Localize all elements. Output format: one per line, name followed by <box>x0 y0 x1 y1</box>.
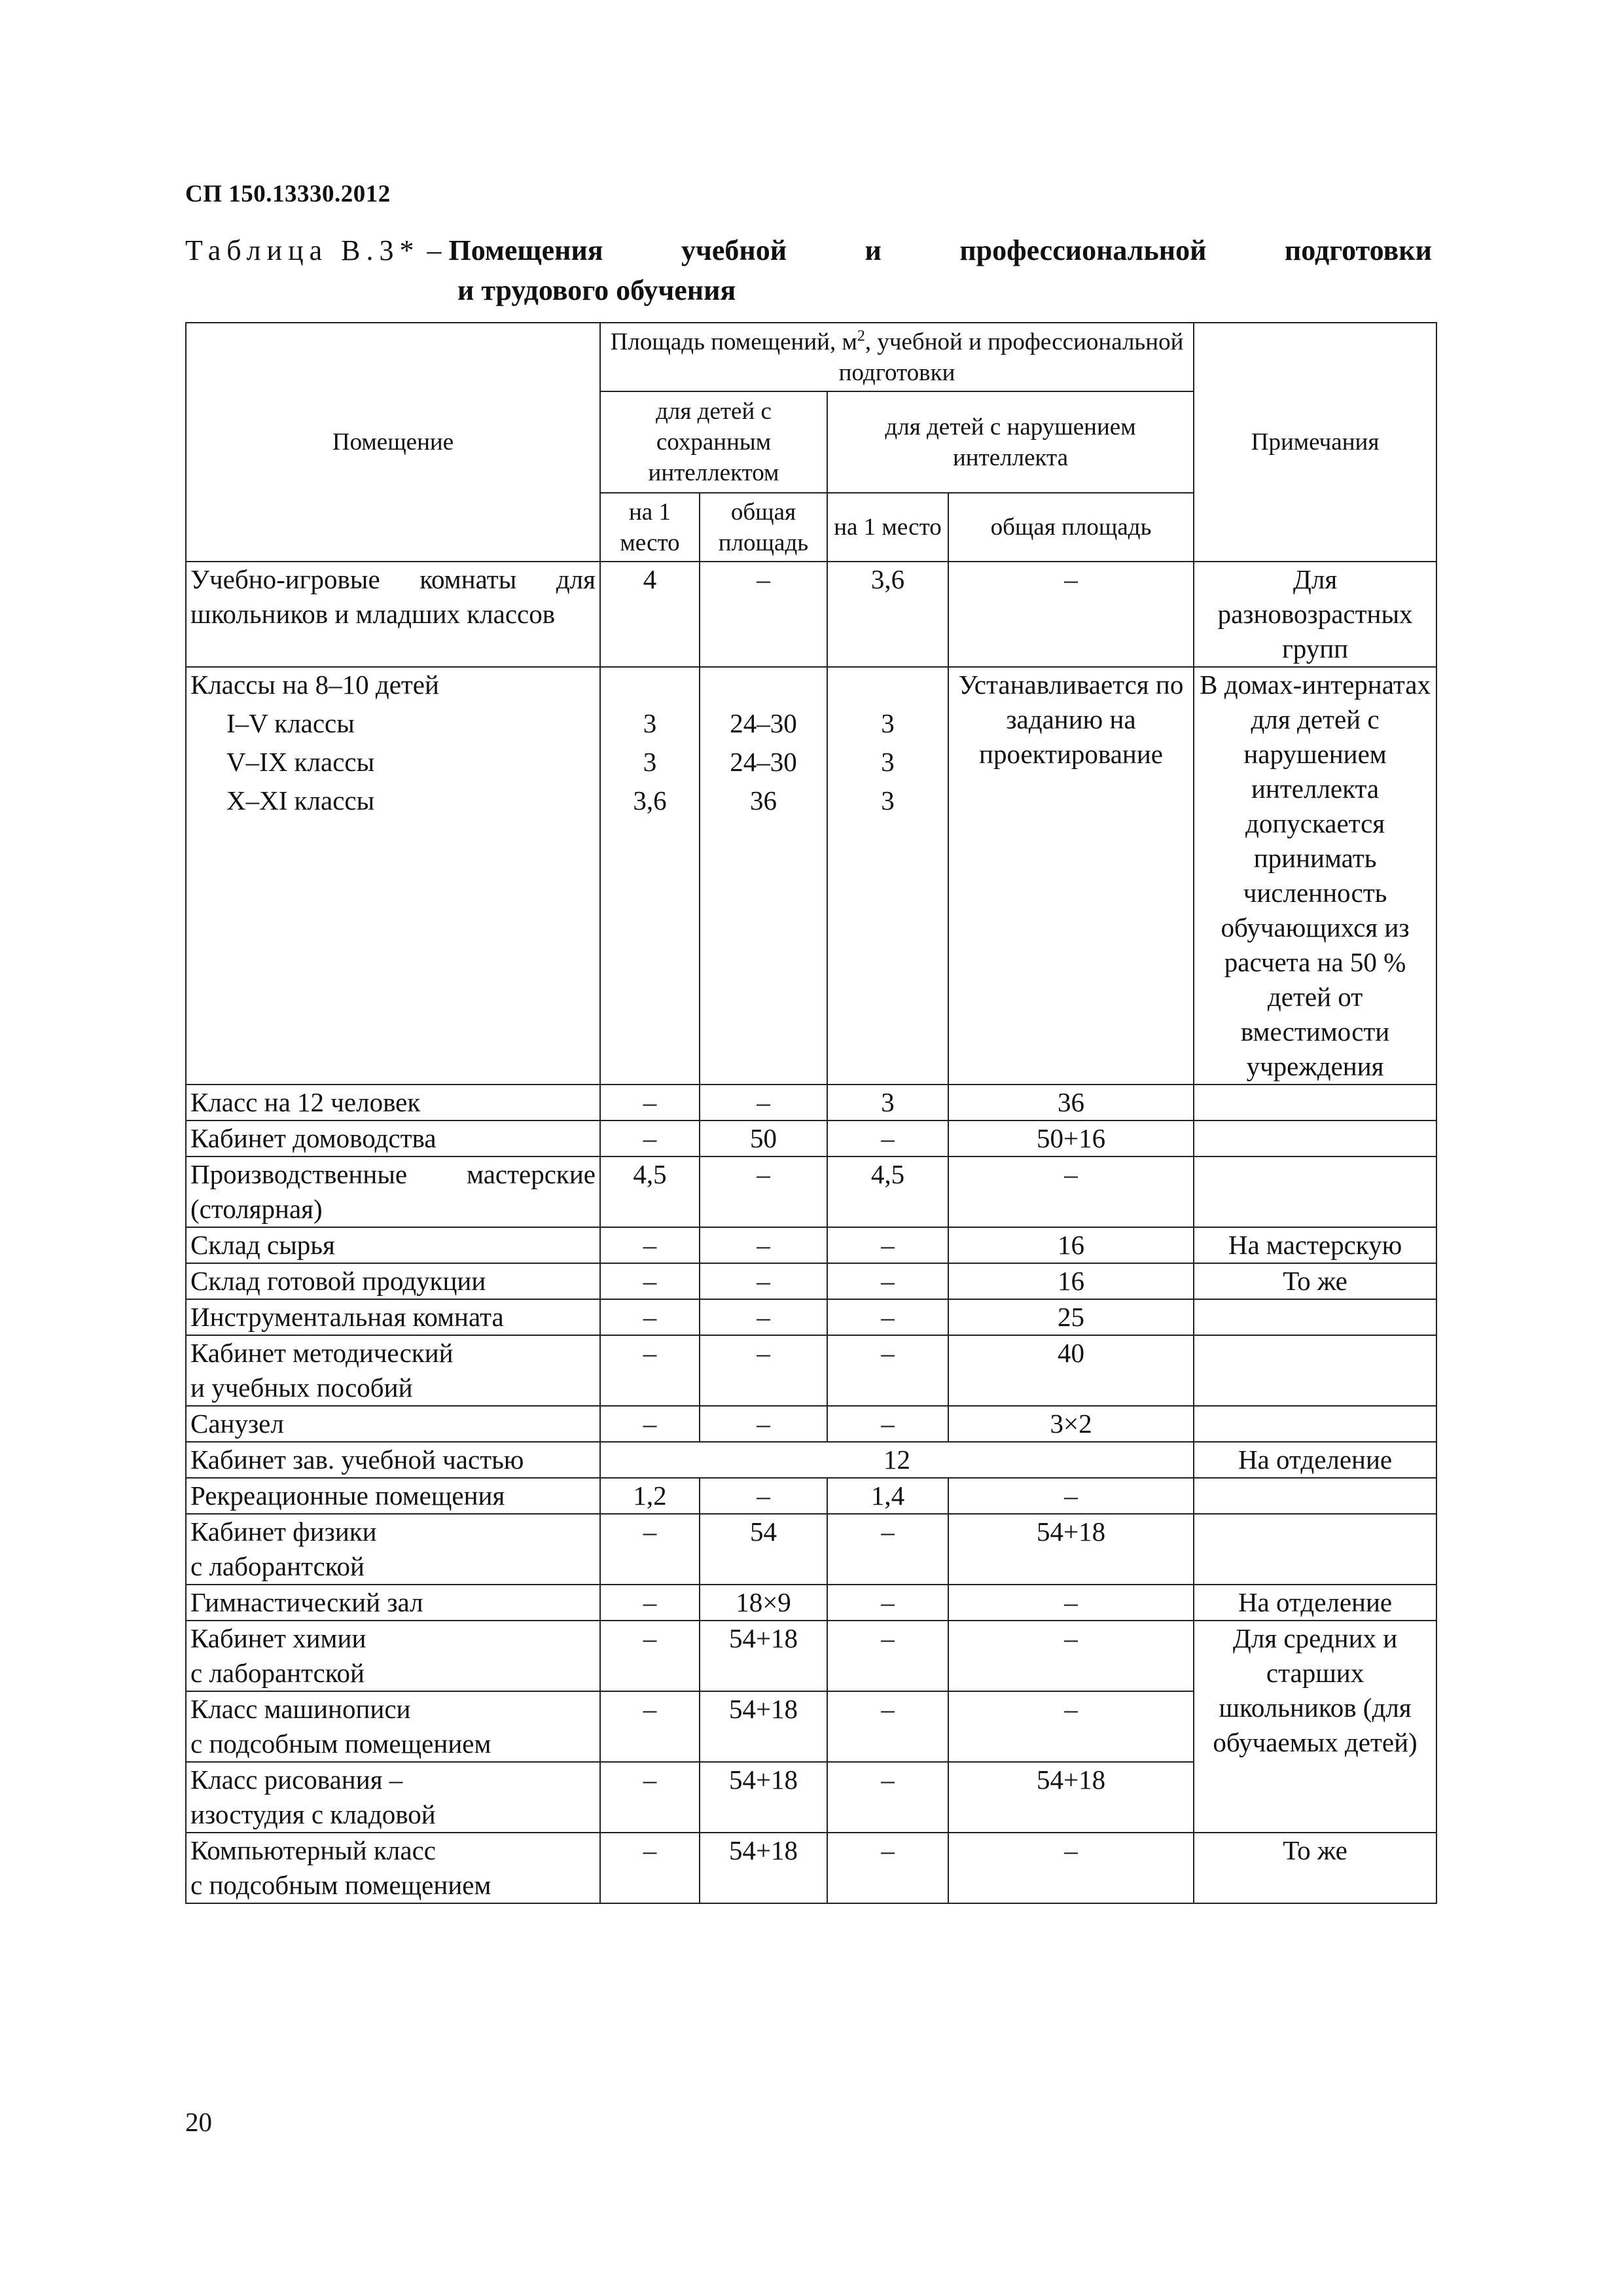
note-cell: В домах-интернатах для детей с нарушением интеллекта допускается принимать численность обучающихся из расчета на 50 % детей от вместимости учреждения <box>1194 667 1436 1085</box>
table-row <box>186 1299 1436 1335</box>
class-sublist <box>190 706 596 818</box>
value-cell: – <box>600 1085 700 1121</box>
caption-word: Помещения <box>448 234 603 266</box>
note-cell <box>1194 1514 1436 1585</box>
value-cell: 54+18 <box>948 1762 1194 1833</box>
header-room: Помещение <box>186 323 600 562</box>
value-cell: 18×9 <box>700 1585 827 1621</box>
room-name <box>186 667 600 1085</box>
value-cell: – <box>700 1085 827 1121</box>
note-cell: То же <box>1194 1263 1436 1299</box>
header-per-place: на 1 место <box>600 493 700 562</box>
table-row <box>186 1478 1436 1514</box>
value-cell: – <box>600 1227 700 1263</box>
document-code: СП 150.13330.2012 <box>185 181 391 207</box>
table-row <box>186 1621 1436 1691</box>
table-row <box>186 667 1436 1085</box>
value-cell: – <box>600 1299 700 1335</box>
table-row <box>186 1227 1436 1263</box>
table-row <box>186 562 1436 667</box>
caption-word: и <box>865 234 882 266</box>
note-cell <box>1194 1478 1436 1514</box>
note-cell <box>1194 1335 1436 1406</box>
value-cell: – <box>948 1585 1194 1621</box>
value-cell: – <box>700 1227 827 1263</box>
value-cell: 4 <box>600 562 700 667</box>
value-cell: – <box>948 562 1194 667</box>
value-cell: 24–30 24–30 36 <box>700 667 827 1085</box>
value-cell: – <box>700 1157 827 1227</box>
value-cell: 54+18 <box>948 1514 1194 1585</box>
note-cell: Для разновозрастных групп <box>1194 562 1436 667</box>
value-cell: 4,5 <box>827 1157 948 1227</box>
note-cell: На отделение <box>1194 1585 1436 1621</box>
note-cell <box>1194 1299 1436 1335</box>
value-cell: 16 <box>948 1227 1194 1263</box>
value-cell: – <box>600 1263 700 1299</box>
table-row <box>186 1585 1436 1621</box>
value-cell: – <box>700 1299 827 1335</box>
value-cell: – <box>600 1514 700 1585</box>
table-row <box>186 1833 1436 1903</box>
header-per-place: на 1 место <box>827 493 948 562</box>
value-cell: – <box>827 1121 948 1157</box>
sub-label: X–XI классы <box>226 785 375 816</box>
room-name: Кабинет методический и учебных пособий <box>186 1335 600 1406</box>
caption-word: профессиональной <box>959 234 1207 266</box>
table-row <box>186 1406 1436 1442</box>
value-cell: – <box>827 1833 948 1903</box>
header-impaired-intellect: для детей с нарушением интеллекта <box>827 391 1194 493</box>
value-cell: – <box>827 1514 948 1585</box>
value-cell: 3 3 3,6 <box>600 667 700 1085</box>
value-cell: 54+18 <box>700 1833 827 1903</box>
value-cell: – <box>827 1227 948 1263</box>
caption-dash: – <box>427 234 442 266</box>
caption-line2: и трудового обучения <box>457 274 736 306</box>
room-name: Инструментальная комната <box>186 1299 600 1335</box>
value-cell: 16 <box>948 1263 1194 1299</box>
room-name: Производственные мастерские (столярная) <box>186 1157 600 1227</box>
value-cell: – <box>600 1833 700 1903</box>
value-cell: – <box>600 1121 700 1157</box>
note-cell-merged: Для средних и старших школьников (для обучаемых детей) <box>1194 1621 1436 1833</box>
room-name: Склад сырья <box>186 1227 600 1263</box>
table-row <box>186 1085 1436 1121</box>
value-cell: – <box>948 1621 1194 1691</box>
value-cell: – <box>827 1335 948 1406</box>
value-cell: 1,4 <box>827 1478 948 1514</box>
value-cell: – <box>600 1621 700 1691</box>
value-cell: 54+18 <box>700 1621 827 1691</box>
table-row <box>186 1442 1436 1478</box>
value-cell: – <box>600 1585 700 1621</box>
room-name: Учебно-игровые комнаты для школьников и младших классов <box>186 562 600 667</box>
value-cell: – <box>827 1621 948 1691</box>
value-cell: – <box>948 1157 1194 1227</box>
header-total-area: общая площадь <box>948 493 1194 562</box>
room-name: Класс рисования – изостудия с кладовой <box>186 1762 600 1833</box>
table-row <box>186 1121 1436 1157</box>
value-cell: – <box>600 1762 700 1833</box>
room-name: Кабинет физики с лаборантской <box>186 1514 600 1585</box>
table-caption <box>185 230 1432 310</box>
header-area-group: Площадь помещений, $м^2$, учебной и профессиональной подготовки <box>600 323 1194 391</box>
note-cell <box>1194 1085 1436 1121</box>
value-cell: 36 <box>948 1085 1194 1121</box>
note-cell <box>1194 1157 1436 1227</box>
value-cell: 4,5 <box>600 1157 700 1227</box>
value-cell: – <box>600 1335 700 1406</box>
room-name: Кабинет зав. учебной частью <box>186 1442 600 1478</box>
note-cell <box>1194 1406 1436 1442</box>
room-name: Класс машинописи с подсобным помещением <box>186 1691 600 1762</box>
value-cell: – <box>700 1478 827 1514</box>
caption-word: подготовки <box>1284 234 1432 266</box>
value-cell: 50 <box>700 1121 827 1157</box>
table-row <box>186 1514 1436 1585</box>
value-cell: 50+16 <box>948 1121 1194 1157</box>
value-cell: 3,6 <box>827 562 948 667</box>
value-cell: – <box>827 1585 948 1621</box>
rooms-table <box>185 322 1437 1904</box>
note-cell: На отделение <box>1194 1442 1436 1478</box>
room-name: Компьютерный класс с подсобным помещением <box>186 1833 600 1903</box>
room-name: Кабинет домоводства <box>186 1121 600 1157</box>
value-cell: – <box>827 1299 948 1335</box>
note-cell: То же <box>1194 1833 1436 1903</box>
value-cell: Устанавливается по заданию на проектирование <box>948 667 1194 1085</box>
value-cell: 25 <box>948 1299 1194 1335</box>
sub-label: I–V классы <box>226 708 355 738</box>
room-name: Класс на 12 человек <box>186 1085 600 1121</box>
caption-word: учебной <box>681 234 787 266</box>
value-cell: – <box>600 1406 700 1442</box>
note-cell <box>1194 1121 1436 1157</box>
room-name: Санузел <box>186 1406 600 1442</box>
table-row <box>186 1263 1436 1299</box>
value-cell: 54+18 <box>700 1762 827 1833</box>
table-label: Таблица В.3* <box>185 234 420 266</box>
header-total-area: общая площадь <box>700 493 827 562</box>
room-name: Рекреационные помещения <box>186 1478 600 1514</box>
room-name: Склад готовой продукции <box>186 1263 600 1299</box>
value-cell: – <box>827 1762 948 1833</box>
value-cell: – <box>700 562 827 667</box>
value-cell: – <box>948 1833 1194 1903</box>
merged-value-cell: 12 <box>600 1442 1194 1478</box>
value-cell: – <box>700 1406 827 1442</box>
value-cell: – <box>600 1691 700 1762</box>
value-cell: – <box>700 1263 827 1299</box>
header-normal-intellect: для детей с сохранным интеллектом <box>600 391 827 493</box>
value-cell: 3×2 <box>948 1406 1194 1442</box>
page-number: 20 <box>185 2107 212 2137</box>
value-cell: 54+18 <box>700 1691 827 1762</box>
value-cell: 3 <box>827 1085 948 1121</box>
room-group-label: Классы на 8–10 детей <box>190 670 439 700</box>
room-name: Кабинет химии с лаборантской <box>186 1621 600 1691</box>
header-notes: Примечания <box>1194 323 1436 562</box>
value-cell: – <box>827 1263 948 1299</box>
note-cell: На мастерскую <box>1194 1227 1436 1263</box>
value-cell: – <box>700 1335 827 1406</box>
value-cell: – <box>948 1691 1194 1762</box>
value-cell: 1,2 <box>600 1478 700 1514</box>
table-row <box>186 1157 1436 1227</box>
value-cell: 40 <box>948 1335 1194 1406</box>
value-cell: – <box>948 1478 1194 1514</box>
value-cell: 3 3 3 <box>827 667 948 1085</box>
value-cell: – <box>827 1691 948 1762</box>
value-cell: – <box>827 1406 948 1442</box>
value-cell: 54 <box>700 1514 827 1585</box>
room-name: Гимнастический зал <box>186 1585 600 1621</box>
table-row <box>186 1335 1436 1406</box>
sub-label: V–IX классы <box>226 747 375 777</box>
